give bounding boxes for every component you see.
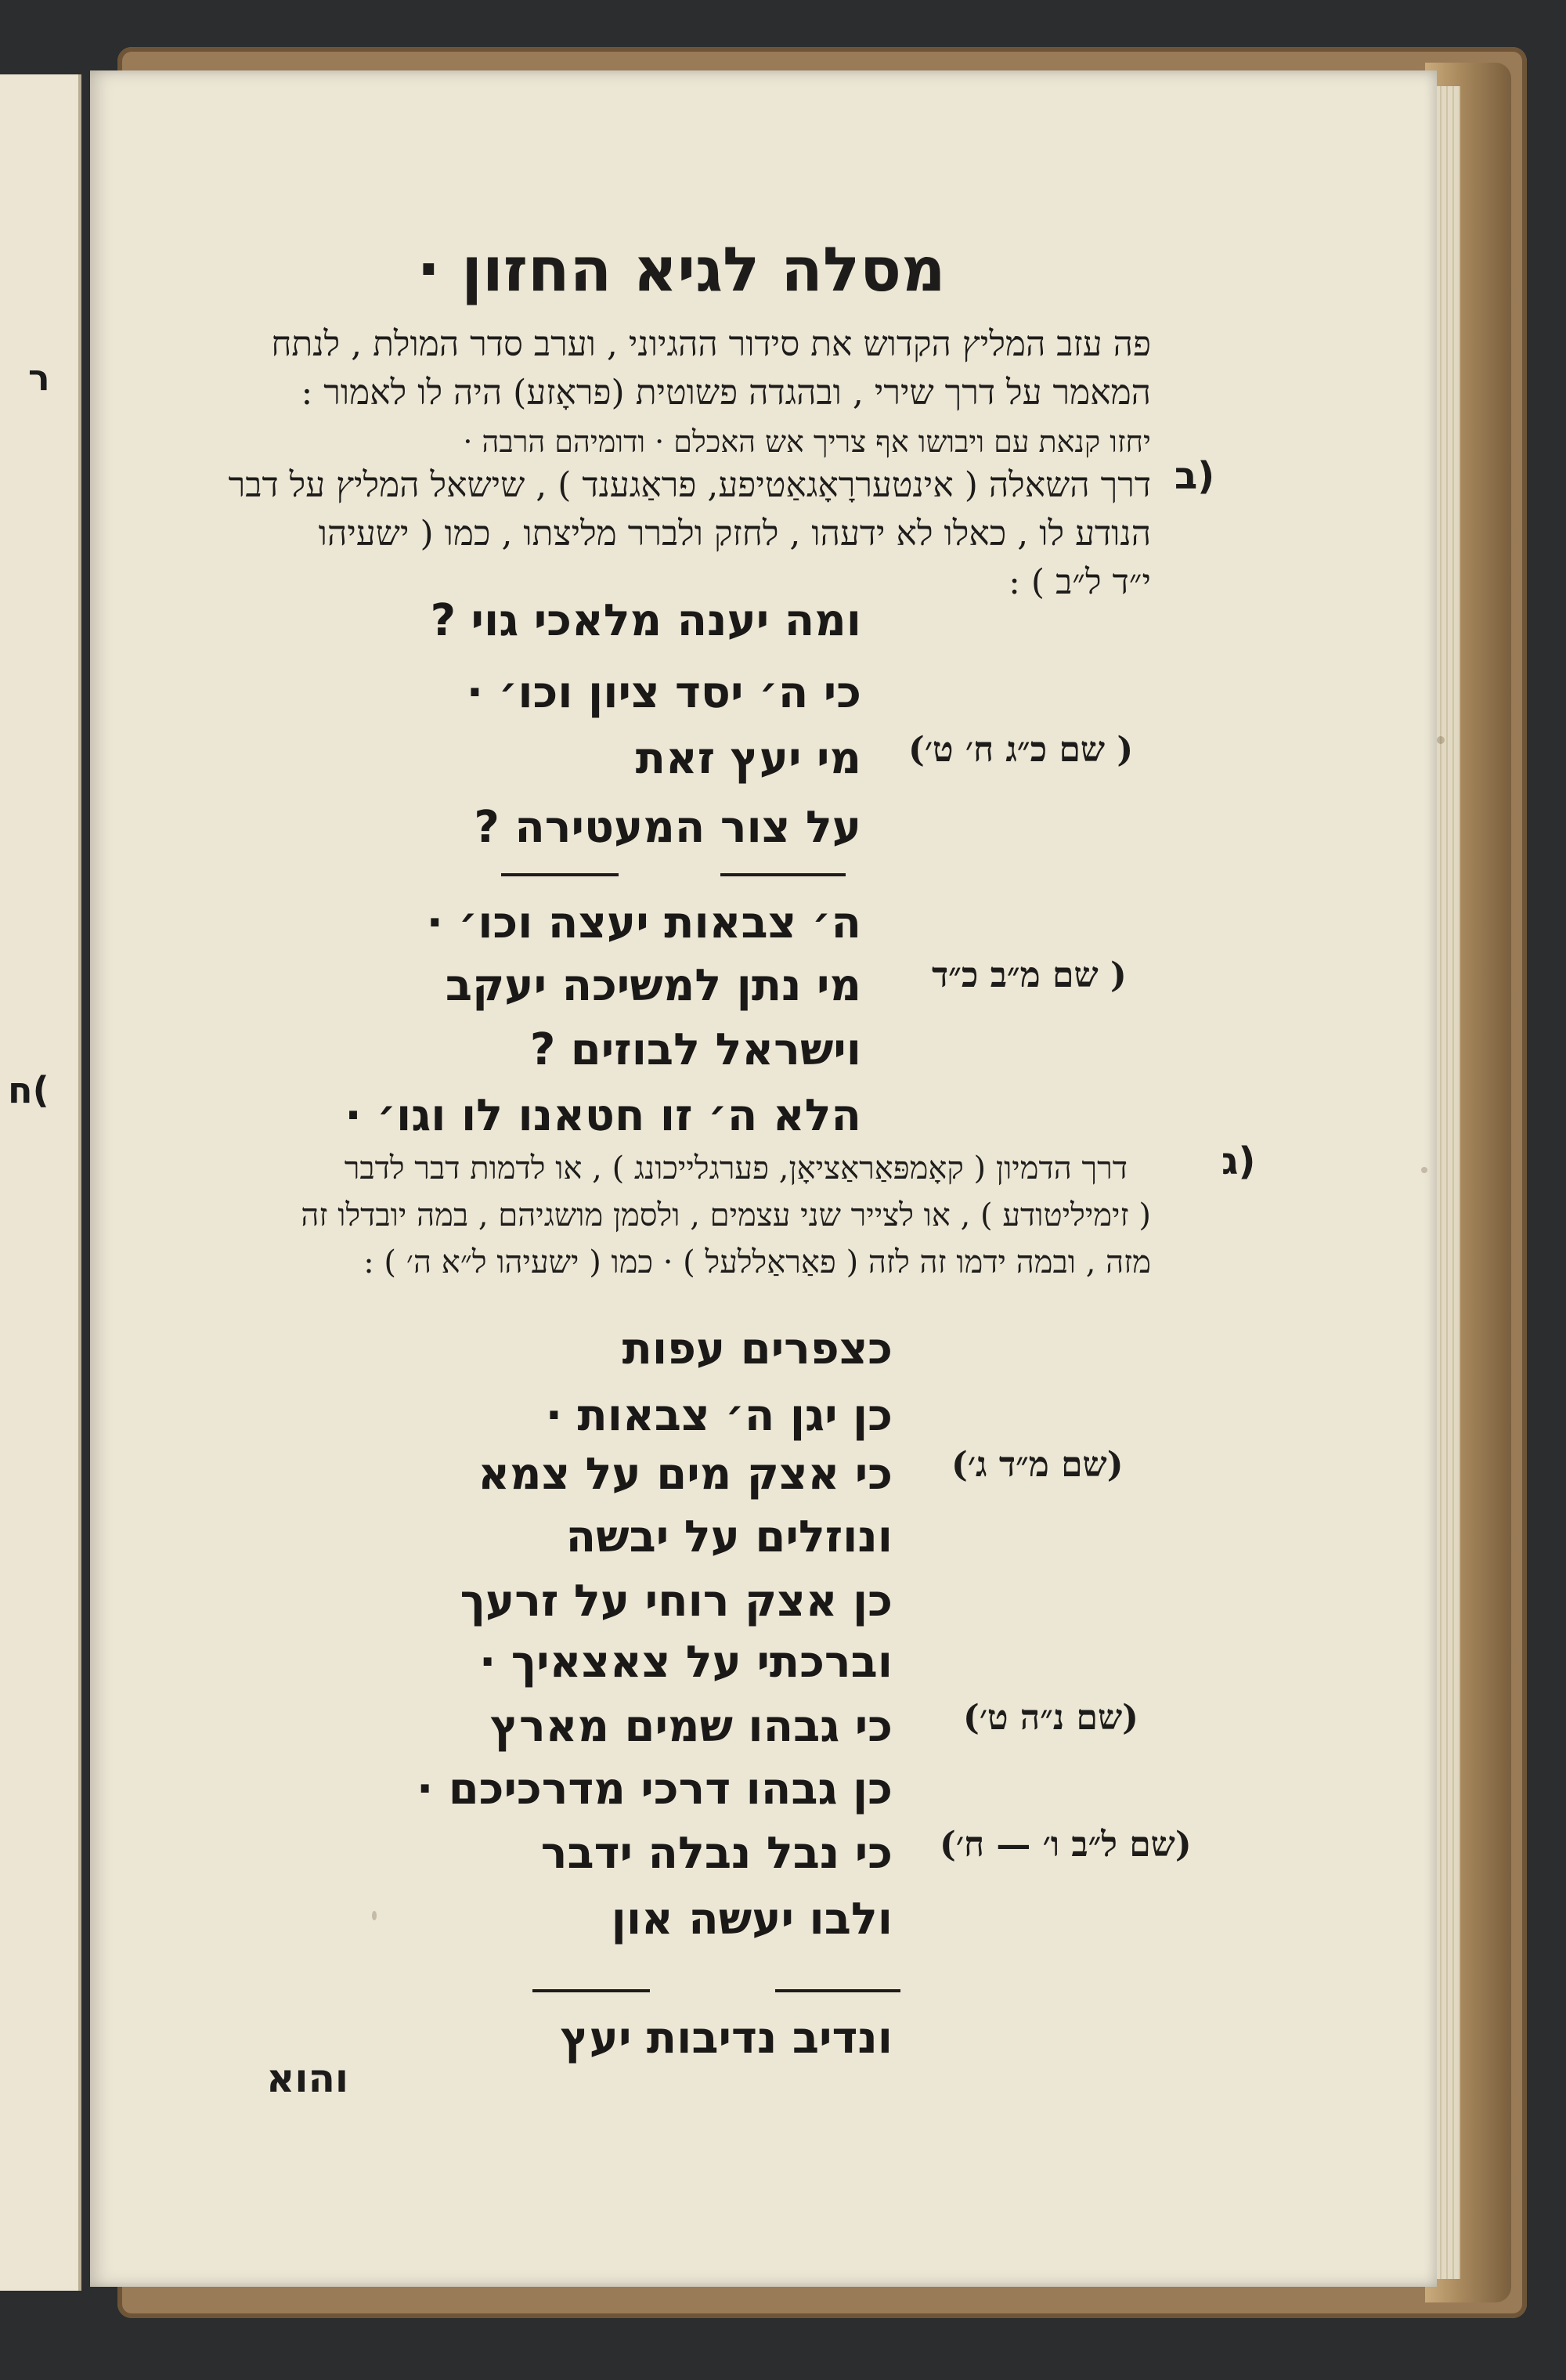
verse-line: ומה יענה מלאכי גוי ?	[430, 595, 861, 646]
verse-line: כי ה׳ יסד ציון וכו׳ ·	[466, 667, 861, 718]
verse-reference: ( שם כ״ג ח׳ ט׳)	[908, 730, 1134, 770]
verse-line: ולבו יעשה און	[611, 1894, 893, 1945]
left-page	[0, 74, 81, 2291]
verse-line: ה׳ צבאות יעצה וכו׳ ·	[426, 897, 861, 948]
catchword: והוא	[266, 2056, 349, 2101]
section-b-line: דרך השאלה ( אינטעררָאָגאַטיפע, פראַגענד ) , שישאל המליץ על דבר	[228, 465, 1151, 505]
intro-line: יחזו קנאת עם ויבושו אף צריך אש האכלם · ודומיהם הרבה ·	[463, 424, 1151, 459]
section-g-line: ( זימיליטודע ) , או לצייר שני עצמים , ולסמן מושגיהם , במה יובדלו זה	[301, 1197, 1151, 1233]
stain	[1437, 736, 1445, 744]
stain	[372, 1911, 377, 1920]
verse-line: ונוזלים על יבשה	[565, 1511, 893, 1562]
verse-line: כי נבל נבלה ידבר	[540, 1828, 893, 1879]
verse-line: כצפרים עפות	[622, 1324, 893, 1374]
verse-line: כי גבהו שמים מארץ	[489, 1701, 893, 1752]
divider-rule	[501, 873, 619, 876]
verse-line: וברכתי על צאצאיך ·	[479, 1637, 893, 1688]
verse-line: ונדיב נדיבות יעץ	[560, 2013, 893, 2064]
verse-reference: (שם ל״ב ו׳ — ח׳)	[940, 1825, 1192, 1865]
verse-line: כן יגן ה׳ צבאות ·	[545, 1390, 893, 1441]
verse-reference: (שם נ״ה ט׳)	[963, 1698, 1138, 1738]
verse-line: וישראל לבוזים ?	[529, 1024, 861, 1075]
verse-line: כן אצק רוחי על זרעך	[460, 1576, 893, 1627]
divider-rule	[775, 1989, 900, 1992]
section-g-line: דרך הדמיון ( קאָמפּאַראַציאָן, פערגלייכונג ) , או לדמות דבר לדבר	[344, 1150, 1128, 1186]
stain	[1421, 1167, 1427, 1173]
intro-line: המאמר על דרך שירי , ובהגדה פשוטית (פראָזע) היה לו לאמור :	[301, 373, 1151, 413]
intro-line: פה עזב המליץ הקדוש את סידור ההגיוני , וערב סדר המולת , לנתח	[271, 324, 1151, 364]
divider-rule	[532, 1989, 650, 1992]
section-g-line: מזה , ובמה ידמו זה לזה ( פאַראַללעל ) · כמו ( ישעיהו ל״א ה׳ ) :	[363, 1244, 1151, 1280]
left-page-fragment: ח(	[8, 1069, 49, 1111]
verse-line: מי נתן למשיכה יעקב	[445, 960, 861, 1011]
verse-line: הלא ה׳ זו חטאנו לו וגו׳ ·	[345, 1090, 861, 1141]
left-page-fragment: ר	[28, 356, 50, 399]
section-marker-b: ב)	[1174, 454, 1215, 498]
verse-reference: ( שם מ״ב כ״ד	[932, 955, 1127, 995]
verse-line: על צור המעטירה ?	[474, 802, 861, 853]
section-marker-g: ג)	[1221, 1139, 1256, 1183]
verse-line: מי יעץ זאת	[635, 733, 861, 784]
page-title: מסלה לגיא החזון ·	[417, 235, 946, 305]
section-b-line: י״ד ל״ב ) :	[1009, 562, 1151, 602]
divider-rule	[720, 873, 846, 876]
section-b-line: הנודע לו , כאלו לא ידעהו , לחזק ולברר מליצתו , כמו ( ישעיהו	[318, 514, 1151, 554]
verse-reference: (שם מ״ד ג׳)	[951, 1445, 1124, 1485]
verse-line: כן גבהו דרכי מדרכיכם ·	[417, 1764, 893, 1815]
verse-line: כי אצק מים על צמא	[478, 1449, 893, 1500]
